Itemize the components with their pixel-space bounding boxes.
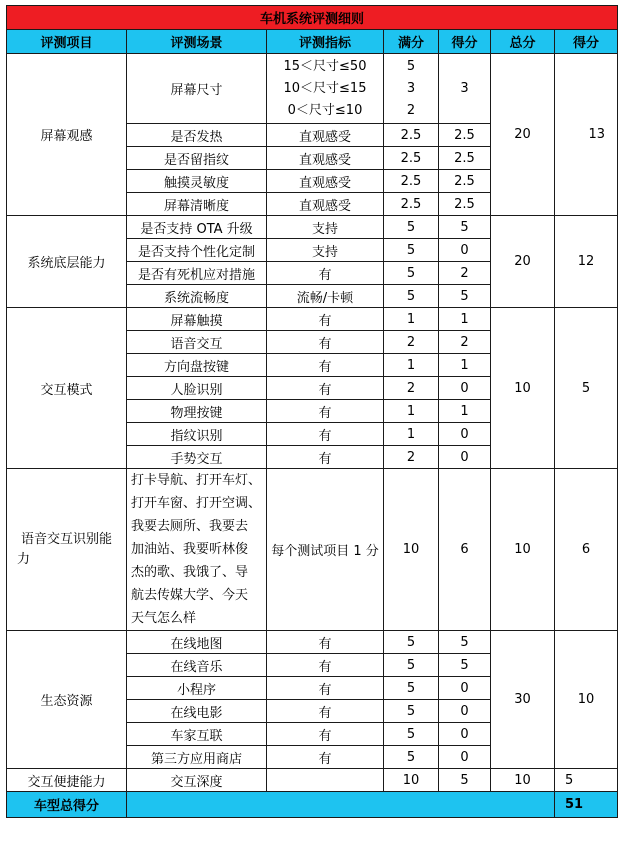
size-range-1: 15＜尺寸≤50 — [283, 58, 367, 74]
full-cell: 1 — [384, 400, 439, 423]
scene-cell: 在线电影 — [127, 700, 267, 723]
scene-cell: 系统流畅度 — [127, 285, 267, 308]
score-cell: 0 — [439, 239, 491, 262]
scene-cell: 是否支持个性化定制 — [127, 239, 267, 262]
table-row — [7, 631, 618, 654]
header-full: 满分 — [384, 30, 439, 54]
metric-cell: 直观感受 — [267, 124, 384, 147]
voice-command-line: 杰的歌、我饿了、导 — [131, 565, 249, 580]
score-cell: 0 — [439, 723, 491, 746]
table-row — [7, 308, 618, 331]
voice-command-line: 我要去厕所、我要去 — [131, 519, 249, 534]
voice-command-line: 打卡导航、打开车灯、 — [131, 473, 262, 488]
full-cell: 2 — [384, 377, 439, 400]
metric-cell: 直观感受 — [267, 170, 384, 193]
score-cell: 2.5 — [439, 124, 491, 147]
score-cell: 2 — [439, 331, 491, 354]
scene-screen-size: 屏幕尺寸 — [127, 54, 267, 124]
scene-cell: 手势交互 — [127, 446, 267, 469]
header-project: 评测项目 — [7, 30, 127, 54]
full-cell: 5 — [384, 262, 439, 285]
score-cell: 1 — [439, 400, 491, 423]
score-cell: 0 — [439, 423, 491, 446]
size-range-3: 0＜尺寸≤10 — [287, 102, 363, 118]
header-total: 总分 — [491, 30, 555, 54]
metric-cell: 直观感受 — [267, 193, 384, 216]
project-voice-line2: 力 — [17, 551, 31, 567]
metric-voice: 每个测试项目 1 分 — [267, 469, 384, 631]
project-convenience: 交互便捷能力 — [7, 769, 127, 792]
full-cell: 1 — [384, 308, 439, 331]
score-cell: 2.5 — [439, 170, 491, 193]
full-cell: 1 — [384, 354, 439, 377]
full-cell: 2.5 — [384, 193, 439, 216]
total-ecosystem: 30 — [491, 631, 555, 769]
full-size-ranges — [384, 54, 439, 124]
total-interaction: 10 — [491, 308, 555, 469]
metric-cell: 有 — [267, 654, 384, 677]
score-cell: 5 — [439, 631, 491, 654]
full-cell: 5 — [384, 746, 439, 769]
score-cell: 0 — [439, 377, 491, 400]
footer-spacer — [127, 792, 555, 818]
score-size: 3 — [439, 54, 491, 124]
metric-cell: 有 — [267, 723, 384, 746]
total-score-interaction: 5 — [555, 308, 618, 469]
project-ecosystem: 生态资源 — [7, 631, 127, 769]
header-metric: 评测指标 — [267, 30, 384, 54]
scene-cell: 车家互联 — [127, 723, 267, 746]
score-cell: 0 — [439, 746, 491, 769]
title-row — [7, 6, 618, 30]
scene-cell: 屏幕触摸 — [127, 308, 267, 331]
metric-cell: 有 — [267, 308, 384, 331]
total-voice: 10 — [491, 469, 555, 631]
table-row — [7, 469, 618, 631]
metric-cell: 有 — [267, 354, 384, 377]
total-system: 20 — [491, 216, 555, 308]
scene-cell: 语音交互 — [127, 331, 267, 354]
metric-cell: 直观感受 — [267, 147, 384, 170]
table-row — [7, 54, 618, 124]
score-cell: 5 — [439, 285, 491, 308]
footer-label: 车型总得分 — [7, 792, 127, 818]
metric-cell: 支持 — [267, 239, 384, 262]
score-cell: 0 — [439, 700, 491, 723]
evaluation-table-container — [6, 5, 617, 818]
size-full-2: 3 — [406, 80, 416, 96]
table-row — [7, 769, 618, 792]
scene-voice-commands — [127, 469, 267, 631]
project-interaction: 交互模式 — [7, 308, 127, 469]
full-cell: 2.5 — [384, 147, 439, 170]
scene-convenience: 交互深度 — [127, 769, 267, 792]
scene-cell: 小程序 — [127, 677, 267, 700]
metric-cell: 有 — [267, 331, 384, 354]
full-convenience: 10 — [384, 769, 439, 792]
scene-cell: 人脸识别 — [127, 377, 267, 400]
full-cell: 5 — [384, 677, 439, 700]
total-score-ecosystem: 10 — [555, 631, 618, 769]
metric-size-ranges — [267, 54, 384, 124]
score-voice: 6 — [439, 469, 491, 631]
size-range-2: 10＜尺寸≤15 — [283, 80, 367, 96]
metric-cell: 有 — [267, 631, 384, 654]
metric-cell: 有 — [267, 446, 384, 469]
full-cell: 2 — [384, 446, 439, 469]
scene-cell: 第三方应用商店 — [127, 746, 267, 769]
scene-cell: 是否留指纹 — [127, 147, 267, 170]
voice-command-line: 天气怎么样 — [131, 611, 197, 626]
full-cell: 2.5 — [384, 124, 439, 147]
metric-cell: 有 — [267, 377, 384, 400]
total-score-convenience: 5 — [555, 769, 618, 792]
scene-cell: 屏幕清晰度 — [127, 193, 267, 216]
full-cell: 5 — [384, 654, 439, 677]
scene-cell: 物理按键 — [127, 400, 267, 423]
table-row — [7, 216, 618, 239]
full-cell: 5 — [384, 723, 439, 746]
footer-row — [7, 792, 618, 818]
metric-cell: 有 — [267, 700, 384, 723]
metric-cell: 有 — [267, 746, 384, 769]
scene-cell: 在线音乐 — [127, 654, 267, 677]
metric-convenience — [267, 769, 384, 792]
header-scene: 评测场景 — [127, 30, 267, 54]
score-cell: 1 — [439, 308, 491, 331]
score-convenience: 5 — [439, 769, 491, 792]
footer-total-value: 51 — [555, 792, 618, 818]
full-cell: 2 — [384, 331, 439, 354]
full-cell: 5 — [384, 216, 439, 239]
scene-cell: 在线地图 — [127, 631, 267, 654]
scene-cell: 指纹识别 — [127, 423, 267, 446]
header-score: 得分 — [439, 30, 491, 54]
score-cell: 0 — [439, 446, 491, 469]
total-screen: 20 — [491, 54, 555, 216]
metric-cell: 有 — [267, 400, 384, 423]
metric-cell: 流畅/卡顿 — [267, 285, 384, 308]
evaluation-table — [6, 5, 618, 818]
scene-cell: 方向盘按键 — [127, 354, 267, 377]
voice-command-line: 打开车窗、打开空调、 — [131, 496, 262, 511]
project-voice-line1: 语音交互识别能 — [20, 531, 112, 547]
score-cell: 5 — [439, 216, 491, 239]
voice-command-line: 加油站、我要听林俊 — [131, 542, 249, 557]
project-voice — [7, 469, 127, 631]
score-cell: 0 — [439, 677, 491, 700]
voice-command-line: 航去传媒大学、今天 — [131, 588, 249, 603]
full-voice: 10 — [384, 469, 439, 631]
full-cell: 5 — [384, 239, 439, 262]
score-cell: 5 — [439, 654, 491, 677]
score-cell: 1 — [439, 354, 491, 377]
metric-cell: 有 — [267, 677, 384, 700]
project-screen: 屏幕观感 — [7, 54, 127, 216]
table-title: 车机系统评测细则 — [7, 6, 618, 30]
score-cell: 2.5 — [439, 193, 491, 216]
metric-cell: 支持 — [267, 216, 384, 239]
scene-cell: 触摸灵敏度 — [127, 170, 267, 193]
total-score-screen: 13 — [555, 54, 618, 216]
scene-cell: 是否支持 OTA 升级 — [127, 216, 267, 239]
full-cell: 5 — [384, 700, 439, 723]
project-system: 系统底层能力 — [7, 216, 127, 308]
metric-cell: 有 — [267, 262, 384, 285]
full-cell: 1 — [384, 423, 439, 446]
scene-cell: 是否发热 — [127, 124, 267, 147]
header-row — [7, 30, 618, 54]
score-cell: 2 — [439, 262, 491, 285]
header-total-score: 得分 — [555, 30, 618, 54]
metric-cell: 有 — [267, 423, 384, 446]
size-full-3: 2 — [406, 102, 416, 118]
score-cell: 2.5 — [439, 147, 491, 170]
scene-cell: 是否有死机应对措施 — [127, 262, 267, 285]
size-full-1: 5 — [406, 58, 416, 74]
total-score-voice: 6 — [555, 469, 618, 631]
full-cell: 2.5 — [384, 170, 439, 193]
full-cell: 5 — [384, 631, 439, 654]
total-convenience: 10 — [491, 769, 555, 792]
total-score-system: 12 — [555, 216, 618, 308]
full-cell: 5 — [384, 285, 439, 308]
